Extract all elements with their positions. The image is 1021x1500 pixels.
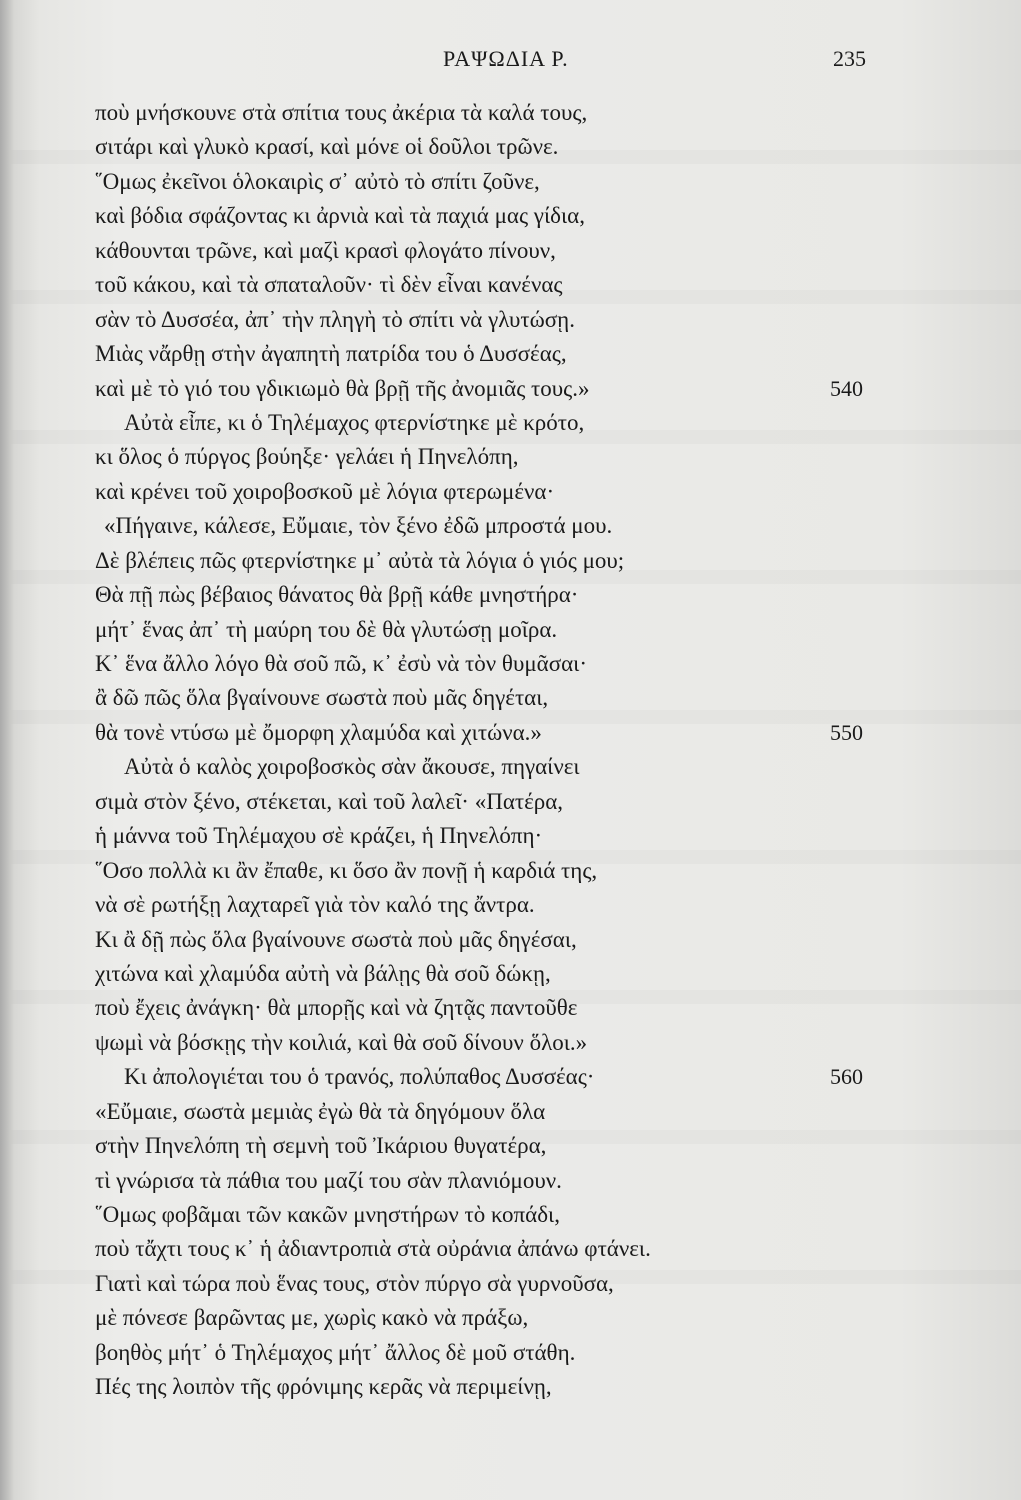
verse-line [0,1129,1021,1163]
verse-text: ῞Ομως φοβᾶμαι τῶν κακῶν μνηστήρων τὸ κοπάδι, [95,1202,560,1227]
verse-line [0,1336,1021,1370]
verse-text: βοηθὸς μήτ᾽ ὁ Τηλέμαχος μήτ᾽ ἄλλος δὲ μοῦ στάθη. [95,1339,576,1365]
verse-text: τοῦ κάκου, καὶ τὰ σπαταλοῦν· τὶ δὲν εἶναι κανένας [95,272,563,298]
verse-text: Πές της λοιπὸν τῆς φρόνιμης κερᾶς νὰ περιμείνῃ, [95,1374,552,1400]
verse-text: ῞Ομως ἐκεῖνοι ὁλοκαιρὶς σ᾽ αὐτὸ τὸ σπίτι ζοῦνε, [95,168,540,194]
verse-line [0,96,1021,130]
verse-line [0,268,1021,302]
verse-line [0,509,1021,543]
running-title: ΡΑΨΩΔΙΑ Ρ. [443,46,569,71]
verse-line [0,1370,1021,1404]
verse-text: καὶ κρένει τοῦ χοιροβοσκοῦ μὲ λόγια φτερωμένα· [95,478,555,504]
verse-line [0,716,1021,750]
verse-line [0,613,1021,647]
verse-line [0,337,1021,371]
verse-text: σιμὰ στὸν ξένο, στέκεται, καὶ τοῦ λαλεῖ· «Πατέρα, [95,788,564,814]
verse-line [0,750,1021,784]
verse-text: Θὰ πῇ πὼς βέβαιος θάνατος θὰ βρῇ κάθε μνηστήρα· [95,582,579,608]
verse-text: Γιατὶ καὶ τώρα ποὺ ἕνας τους, στὸν πύργο σὰ γυρνοῦσα, [95,1270,614,1296]
line-number: 560 [830,1064,863,1090]
verse-text: ἡ μάννα τοῦ Τηλέμαχου σὲ κράζει, ἡ Πηνελόπη· [95,823,543,849]
verse-line [0,578,1021,612]
verse-line [0,199,1021,233]
verse-line [0,819,1021,853]
verse-line [0,234,1021,268]
verse-text: νὰ σὲ ρωτήξῃ λαχταρεῖ γιὰ τὸν καλό της ἄντρα. [95,892,535,918]
verse-line [0,1232,1021,1266]
verse-text: ψωμὶ νὰ βόσκῃς τὴν κοιλιά, καὶ θὰ σοῦ δίνουν ὅλοι.» [95,1029,588,1055]
verse-text: Κι ἂ δῇ πὼς ὅλα βγαίνουνε σωστὰ ποὺ μᾶς δηγέσαι, [95,926,577,952]
verse-body [0,96,1021,1405]
page-number: 235 [833,46,866,71]
page-header [0,46,1021,82]
verse-line [0,647,1021,681]
verse-line [0,1164,1021,1198]
verse-text: ποὺ τἄχτι τους κ᾽ ἡ ἀδιαντροπιὰ στὰ οὐράνια ἀπάνω φτάνει. [95,1236,651,1262]
verse-line [0,303,1021,337]
verse-line [0,957,1021,991]
verse-text: «Εὔμαιε, σωστὰ μεμιὰς ἐγὼ θὰ τὰ δηγόμουν ὅλα [95,1098,546,1124]
verse-line [0,165,1021,199]
verse-text: «Πήγαινε, κάλεσε, Εὔμαιε, τὸν ξένο ἐδῶ μπροστά μου. [104,513,613,539]
verse-line [0,406,1021,440]
verse-line [0,130,1021,164]
verse-text: ῞Οσο πολλὰ κι ἂν ἔπαθε, κι ὅσο ἂν πονῇ ἡ καρδιά της, [95,857,598,883]
verse-text: Αὐτὰ εἶπε, κι ὁ Τηλέμαχος φτερνίστηκε μὲ κρότο, [124,409,585,435]
verse-line [0,544,1021,578]
verse-text: μὲ πόνεσε βαρῶντας με, χωρὶς κακὸ νὰ πράξω, [95,1305,529,1331]
verse-text: Αὐτὰ ὁ καλὸς χοιροβοσκὸς σὰν ἄκουσε, πηγαίνει [124,754,580,780]
verse-text: κάθουνται τρῶνε, καὶ μαζὶ κρασὶ φλογάτο πίνουν, [95,237,556,263]
verse-line [0,1026,1021,1060]
verse-line [0,475,1021,509]
verse-line [0,888,1021,922]
line-number: 550 [830,719,863,745]
verse-text: Μιὰς νἄρθῃ στὴν ἀγαπητὴ πατρίδα του ὁ Δυσσέας, [95,341,567,367]
verse-line [0,785,1021,819]
verse-line [0,1301,1021,1335]
verse-text: ποὺ ἔχεις ἀνάγκη· θὰ μπορῇς καὶ νὰ ζητᾷς παντοῦθε [95,995,578,1021]
verse-text: σιτάρι καὶ γλυκὸ κρασί, καὶ μόνε οἱ δοῦλοι τρῶνε. [95,134,559,160]
verse-text: ἂ δῶ πῶς ὅλα βγαίνουνε σωστὰ ποὺ μᾶς δηγέται, [95,685,549,711]
verse-line [0,854,1021,888]
verse-text: μήτ᾽ ἕνας ἀπ᾽ τὴ μαύρη του δὲ θὰ γλυτώσῃ μοῖρα. [95,616,558,642]
verse-line [0,923,1021,957]
verse-text: καὶ βόδια σφάζοντας κι ἀρνιὰ καὶ τὰ παχιά μας γίδια, [95,203,585,229]
verse-text: ποὺ μνήσκουνε στὰ σπίτια τους ἀκέρια τὰ καλά τους, [95,100,588,125]
verse-text: Κ᾽ ἕνα ἄλλο λόγο θὰ σοῦ πῶ, κ᾽ ἐσὺ νὰ τὸν θυμᾶσαι· [95,651,588,676]
verse-text: σὰν τὸ Δυσσέα, ἀπ᾽ τὴν πληγὴ τὸ σπίτι νὰ γλυτώσῃ. [95,306,575,332]
verse-line [0,1198,1021,1232]
verse-text: χιτώνα καὶ χλαμύδα αὐτὴ νὰ βάλῃς θὰ σοῦ δώκῃ, [95,960,551,986]
verse-text: καὶ μὲ τὸ γιό του γδικιωμὸ θὰ βρῇ τῆς ἀνομιᾶς τους.» [95,375,590,401]
verse-text: Κι ἀπολογιέται του ὁ τρανός, πολύπαθος Δυσσέας· [124,1064,595,1090]
verse-text: τὶ γνώρισα τὰ πάθια του μαζί του σὰν πλανιόμουν. [95,1167,562,1193]
verse-text: κι ὅλος ὁ πύργος βούηξε· γελάει ἡ Πηνελόπη, [95,444,519,470]
verse-line [0,372,1021,406]
verse-line [0,991,1021,1025]
verse-text: στὴν Πηνελόπη τὴ σεμνὴ τοῦ Ἰκάριου θυγατέρα, [95,1133,547,1159]
verse-text: θὰ τονὲ ντύσω μὲ ὄμορφη χλαμύδα καὶ χιτώνα.» [95,719,542,745]
verse-line [0,1095,1021,1129]
verse-line [0,1060,1021,1094]
verse-line [0,1267,1021,1301]
verse-line [0,440,1021,474]
line-number: 540 [830,375,863,401]
verse-text: Δὲ βλέπεις πῶς φτερνίστηκε μ᾽ αὐτὰ τὰ λόγια ὁ γιός μου; [95,547,625,573]
verse-line [0,681,1021,715]
